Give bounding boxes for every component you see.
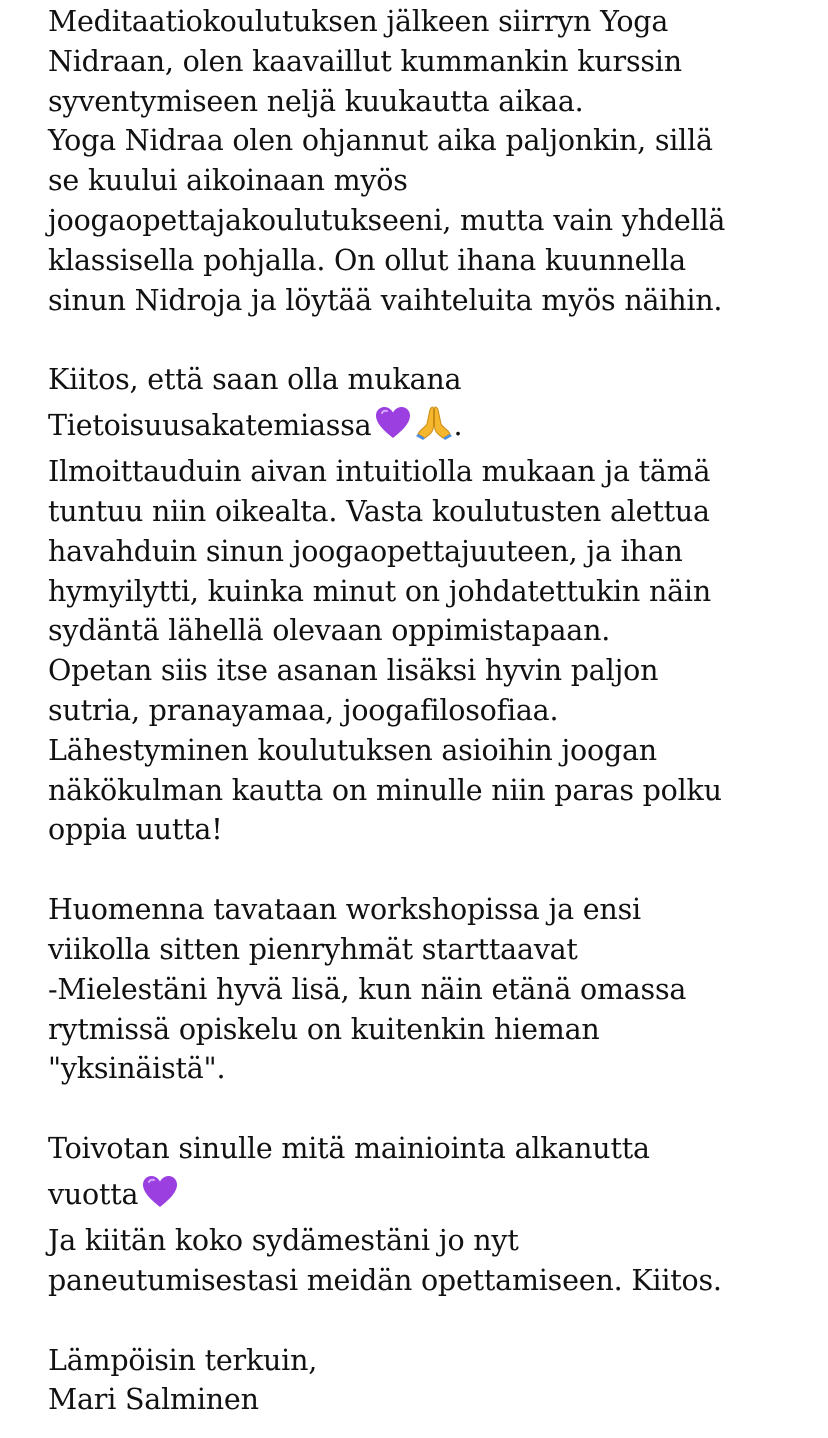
paragraph-2 [48, 360, 818, 850]
text-line-with-emoji [48, 1169, 818, 1221]
text-line: Toivotan sinulle mitä mainiointa alkanutta [48, 1132, 650, 1166]
text-line: "yksinäistä". [48, 1052, 226, 1086]
signature [48, 1341, 818, 1421]
email-body [48, 2, 818, 1420]
text-line: joogaopettajakoulutukseeni, mutta vain yhdellä [48, 203, 726, 237]
text-line: havahduin sinun joogaopettajuuteen, ja ihan [48, 534, 683, 568]
text-line: viikolla sitten pienryhmät starttaavat [48, 932, 578, 966]
text-line: Kiitos, että saan olla mukana [48, 363, 462, 397]
text-line: Nidraan, olen kaavaillut kummankin kurssin [48, 44, 682, 78]
text-line: se kuului aikoinaan myös [48, 164, 408, 198]
text-segment: . [453, 409, 463, 443]
text-line: Ilmoittauduin aivan intuitiolla mukaan ja tämä [48, 455, 711, 489]
text-line: sinun Nidroja ja löytää vaihteluita myös näihin. [48, 283, 723, 317]
text-line: rytmissä opiskelu on kuitenkin hieman [48, 1012, 600, 1046]
text-line: paneutumisestasi meidän opettamiseen. Kiitos. [48, 1263, 722, 1297]
purple-heart-icon [375, 406, 411, 440]
paragraph-1 [48, 2, 818, 320]
signature-closing: Lämpöisin terkuin, [48, 1343, 318, 1377]
text-line: Meditaatiokoulutuksen jälkeen siirryn Yoga [48, 5, 669, 38]
paragraph-spacer [48, 320, 818, 360]
text-segment: vuotta [48, 1177, 139, 1211]
text-line: Huomenna tavataan workshopissa ja ensi [48, 893, 641, 927]
text-line: sydäntä lähellä olevaan oppimistapaan. [48, 614, 611, 648]
paragraph-spacer [48, 1089, 818, 1129]
text-line: näkökulman kautta on minulle niin paras polku [48, 773, 722, 807]
text-line-with-emoji [48, 400, 818, 452]
purple-heart-icon [142, 1175, 178, 1209]
paragraph-spacer [48, 850, 818, 890]
text-line: Lähestyminen koulutuksen asioihin joogan [48, 733, 657, 767]
text-line: oppia uutta! [48, 813, 223, 847]
text-line: klassisella pohjalla. On ollut ihana kuunnella [48, 243, 686, 277]
text-line: hymyilytti, kuinka minut on johdatettukin näin [48, 574, 711, 608]
text-line: syventymiseen neljä kuukautta aikaa. [48, 84, 584, 118]
text-line: Opetan siis itse asanan lisäksi hyvin paljon [48, 654, 659, 688]
text-line: Ja kiitän koko sydämestäni jo nyt [48, 1223, 519, 1257]
text-line: Yoga Nidraa olen ohjannut aika paljonkin, sillä [48, 124, 713, 158]
text-line: -Mielestäni hyvä lisä, kun näin etänä omassa [48, 972, 687, 1006]
text-segment: Tietoisuusakatemiassa [48, 409, 372, 443]
paragraph-spacer [48, 1301, 818, 1341]
folded-hands-icon [415, 404, 453, 440]
signature-name: Mari Salminen [48, 1383, 259, 1417]
text-line: sutria, pranayamaa, joogafilosofiaa. [48, 693, 559, 727]
paragraph-4 [48, 1129, 818, 1300]
paragraph-3 [48, 890, 818, 1089]
text-line: tuntuu niin oikealta. Vasta koulutusten alettua [48, 494, 710, 528]
